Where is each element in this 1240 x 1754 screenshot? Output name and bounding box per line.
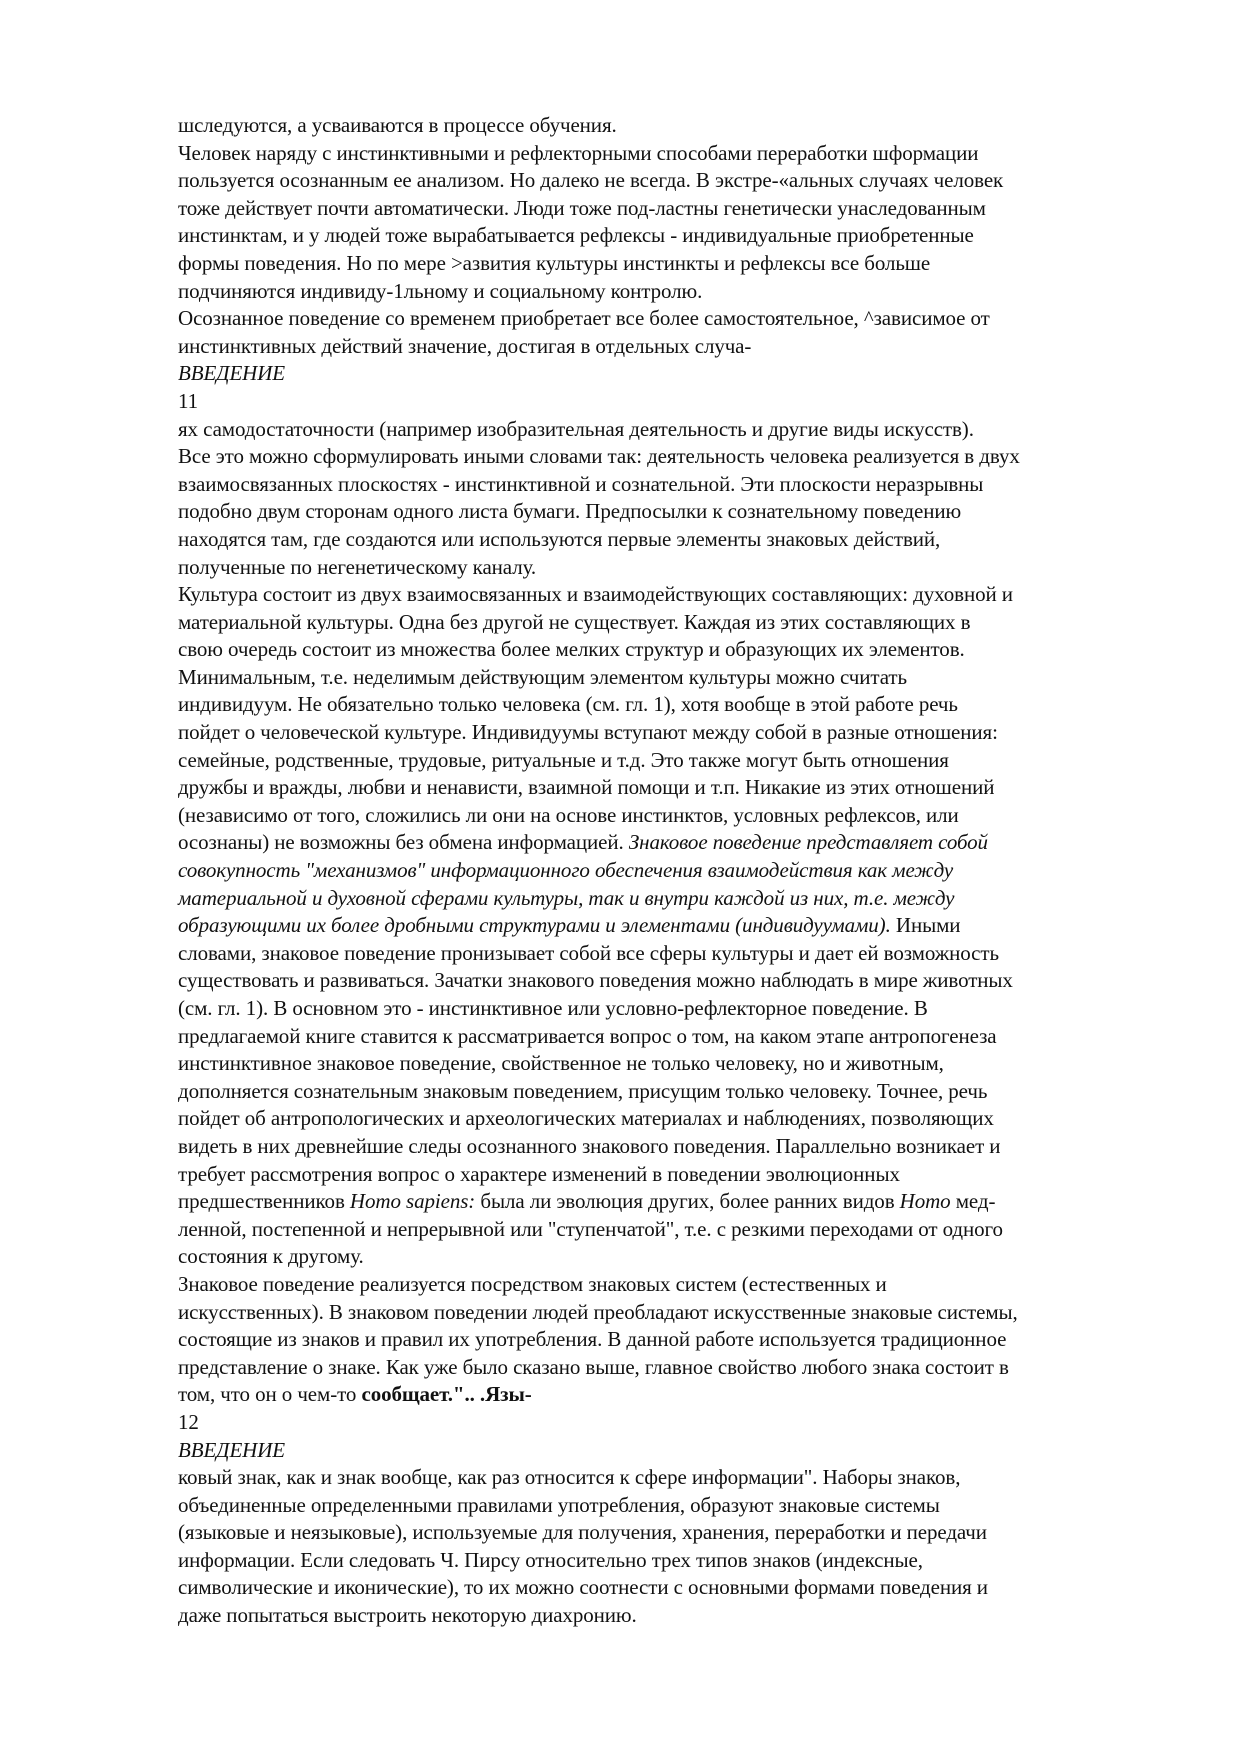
text-line: инстинктивных действий значение, достигая в отдельных случа- (178, 333, 752, 358)
bold-span: сообщает.".. .Язы- (361, 1382, 532, 1407)
text-line: тоже действует почти автоматически. Люди тоже под-ластны генетически унаследованным (178, 195, 986, 220)
running-header: ВВЕДЕНИЕ (178, 1437, 286, 1462)
text-line: Культура состоит из двух взаимосвязанных и взаимодействующих составляющих: духовной и (178, 582, 1013, 607)
text-line: (см. гл. 1). В основном это - инстинктивное или условно-рефлекторное поведение. В (178, 996, 928, 1020)
text-line: материальной культуры. Одна без другой не существует. Каждая из этих составляющих в (178, 609, 971, 634)
italic-span: Homo (899, 1189, 951, 1214)
text-line: Минимальным, т.е. неделимым действующим элементом культуры можно считать (178, 664, 907, 689)
text-line: индивидуум. Не обязательно только человека (см. гл. 1), хотя вообще в этой работе речь (178, 692, 958, 717)
text-line: информации. Если следовать Ч. Пирсу относительно трех типов знаков (индексные, (178, 1547, 923, 1572)
text-span: была ли эволюция других, более ранних видов (475, 1189, 900, 1214)
text-span: предшественников (178, 1189, 350, 1214)
text-line: находятся там, где создаются или используются первые элементы знаковых действий, (178, 526, 941, 551)
italic-span: образующими их более дробными структурами и элементами (индивидуумами). (178, 913, 891, 938)
text-line: инстинктивное знаковое поведение, свойственное не только человеку, но и животным, (178, 1051, 944, 1076)
text-line: предлагаемой книге ставится к рассматривается вопрос о том, на каком этапе антропогенеза (178, 1023, 997, 1048)
text-line: (языковые и неязыковые), используемые для получения, хранения, переработки и передачи (178, 1520, 987, 1545)
text-line: дополняется сознательным знаковым поведением, присущим только человеку. Точнее, речь (178, 1078, 988, 1103)
italic-span: Homo sapiens: (349, 1189, 476, 1214)
page-number: 12 (178, 1409, 199, 1434)
text-line: пользуется осознанным ее анализом. Но далеко не всегда. В экстре-«альных случаях человек (178, 168, 1004, 193)
text-span: осознаны) не возможны без обмена информацией. (178, 830, 629, 855)
text-line: объединенные определенными правилами употребления, образуют знаковые системы (178, 1492, 940, 1517)
text-line (178, 912, 1168, 940)
italic-line: материальной и духовной сферами культуры, так и внутри каждой из них, т.е. между (178, 885, 955, 910)
italic-span: Знаковое поведение представляет собой (628, 830, 988, 855)
page-number: 11 (178, 388, 199, 413)
text-line (178, 1188, 1168, 1216)
text-line: дружбы и вражды, любви и ненависти, взаимной помощи и т.п. Никакие из этих отношений (178, 775, 995, 800)
text-line: Человек наряду с инстинктивными и рефлекторными способами переработки шформации (178, 140, 979, 165)
text-line: состояния к другому. (178, 1244, 364, 1269)
text-line: искусственных). В знаковом поведении людей преобладают искусственные знаковые системы, (178, 1299, 1018, 1324)
text-line: видеть в них древнейшие следы осознанного знакового поведения. Параллельно возникает и (178, 1133, 1001, 1158)
text-line: (независимо от того, сложились ли они на основе инстинктов, условных рефлексов, или (178, 802, 959, 827)
text-span: том, что он о чем-то (178, 1382, 362, 1407)
text-line: свою очередь состоит из множества более мелких структур и образующих их элементов. (178, 637, 965, 662)
text-span: мед- (950, 1189, 996, 1214)
text-line: взаимосвязанных плоскостях - инстинктивной и сознательной. Эти плоскости неразрывны (178, 471, 984, 496)
text-line: ях самодостаточности (например изобразительная деятельность и другие виды искусств). (178, 416, 974, 441)
text-line: инстинктам, и у людей тоже вырабатывается рефлексы - индивидуальные приобретенные (178, 223, 974, 248)
text-line: Все это можно сформулировать иными словами так: деятельность человека реализуется в двух (178, 444, 1020, 469)
text-line (178, 829, 1168, 857)
text-line: формы поведения. Но по мере >азвития культуры инстинкты и рефлексы все больше (178, 250, 931, 275)
document-page (178, 112, 1168, 1630)
text-line: ленной, постепенной и непрерывной или "ступенчатой", т.е. с резкими переходами от одного (178, 1216, 1003, 1241)
text-span: Иными (890, 913, 961, 938)
text-line: полученные по негенетическому каналу. (178, 554, 537, 579)
text-line: словами, знаковое поведение пронизывает собой все сферы культуры и дает ей возможность (178, 940, 999, 965)
text-line: состоящие из знаков и правил их употребления. В данной работе используется традиционное (178, 1327, 1007, 1352)
text-line: даже попытаться выстроить некоторую диахронию. (178, 1603, 637, 1628)
text-line: семейные, родственные, трудовые, ритуальные и т.д. Это также могут быть отношения (178, 747, 949, 772)
text-line: подобно двум сторонам одного листа бумаги. Предпосылки к сознательному поведению (178, 499, 962, 524)
text-line: шследуются, а усваиваются в процессе обучения. (178, 113, 617, 137)
text-line: ковый знак, как и знак вообще, как раз относится к сфере информации". Наборы знаков, (178, 1465, 961, 1490)
text-line: Осознанное поведение со временем приобретает все более самостоятельное, ^зависимое от (178, 306, 990, 331)
text-line: подчиняются индивиду-1льному и социальному контролю. (178, 278, 703, 303)
text-line: представление о знаке. Как уже было сказано выше, главное свойство любого знака состоит в (178, 1354, 1009, 1379)
text-line: существовать и развиваться. Зачатки знакового поведения можно наблюдать в мире животных (178, 968, 1013, 993)
text-line: требует рассмотрения вопрос о характере изменений в поведении эволюционных (178, 1161, 900, 1186)
text-line: Знаковое поведение реализуется посредством знаковых систем (естественных и (178, 1271, 887, 1296)
italic-line: совокупность "механизмов" информационного обеспечения взаимодействия как между (178, 858, 954, 883)
text-line: пойдет об антропологических и археологических материалах и наблюдениях, позволяющих (178, 1106, 994, 1131)
text-line (178, 1381, 1168, 1409)
running-header: ВВЕДЕНИЕ (178, 361, 286, 386)
text-line: пойдет о человеческой культуре. Индивидуумы вступают между собой в разные отношения: (178, 720, 998, 745)
text-line: символические и иконические), то их можно соотнести с основными формами поведения и (178, 1575, 988, 1600)
